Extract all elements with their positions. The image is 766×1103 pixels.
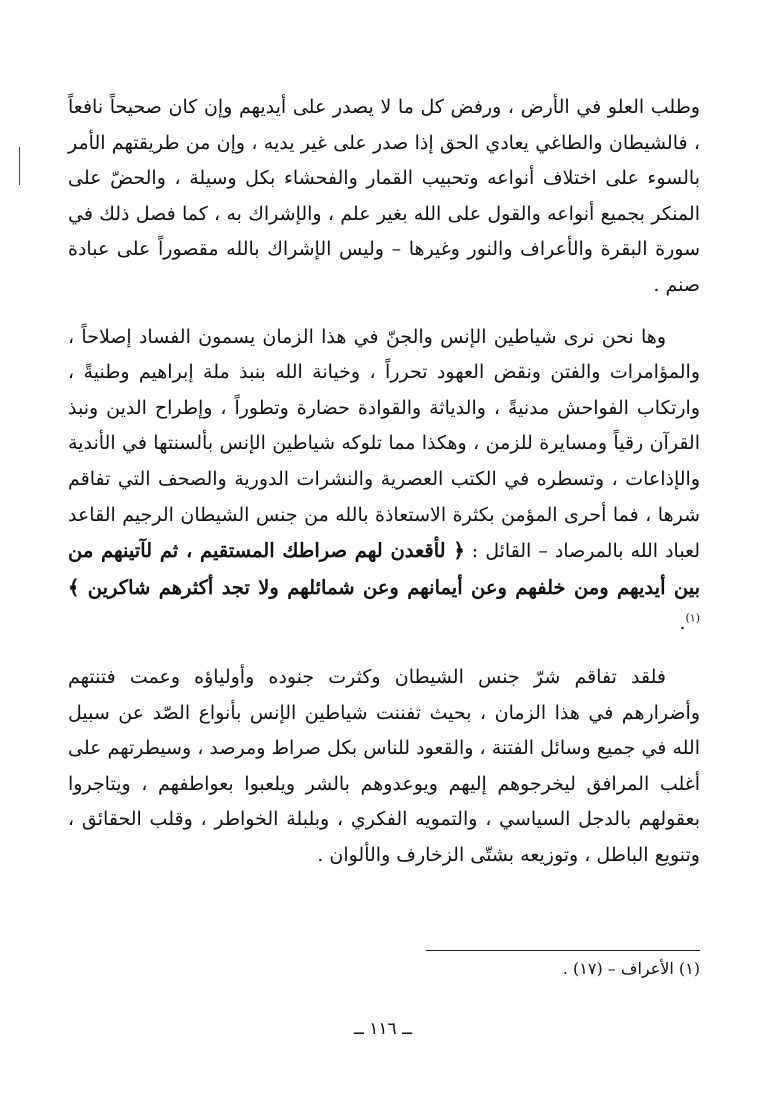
paragraph-1: وطلب العلو في الأرض ، ورفض كل ما لا يصدر على أيديهم وإن كان صحيحاً نافعاً ، فالشيطان والطاغي يعادي الحق إذا صدر على غير يديه ، وإن من طريقتهم الأمر بالسوء على اختلاف أنواعه وتحبيب القمار والفحشاء بكل وسيلة ، والحضّ على المنكر بجميع أنواعه والقول على الله بغير علم ، والإشراك به ، كما فصل ذلك في سورة البقرة والأعراف والنور وغيرها – وليس الإشراك بالله مقصوراً على عبادة صنم . [68,96,700,296]
paragraph-2 [68,320,700,642]
margin-mark [19,147,20,185]
paragraph-2-text: وها نحن نرى شياطين الإنس والجنّ في هذا الزمان يسمون الفساد إصلاحاً ، والمؤامرات والفتن ونقض العهود تحرراً ، وخيانة الله بنبذ ملة إبراهيم وطنيةً ، وارتكاب الفواحش مدنيةً ، والدياثة والقوادة حضارة وتطوراً ، وإطراح الدين ونبذ القرآن رقياً ومسايرة للزمن ، وهكذا مما تلوكه شياطين الإنس بألسنتها في الأندية والإذاعات ، وتسطره في الكتب العصرية والنشرات الدورية والصحف التي تفاقم شرها ، فما أحرى المؤمن بكثرة الاستعاذة بالله من جنس الشيطان الرجيم القاعد لعباد الله بالمرصاد – القائل : [68,325,701,563]
page-number: ــ ١١٦ ــ [353,1019,413,1039]
body-text [68,90,700,873]
footnote-divider [426,950,700,951]
verse-end-period: . [679,612,686,635]
quran-verse: ﴿ لأقعدن لهم صراطك المستقيم ، ثم لآتينهم من بين أيديهم ومن خلفهم وعن أيمانهم وعن شمائلهم ولا تجد أكثرهم شاكرين ﴾ [68,539,700,599]
footnote: (١) الأعراف – (١٧) . [562,959,700,978]
paragraph-3: فلقد تفاقم شرّ جنس الشيطان وكثرت جنوده وأولياؤه وعمت فتنتهم وأضرارهم في هذا الزمان ، بحيث تفننت شياطين الإنس بأنواع الصّد عن سبيل الله في جميع وسائل الفتنة ، والقعود للناس بكل صراط ومرصد ، وسيطرتهم على أغلب المرافق ليخرجوهم إليهم ويوعدوهم بالشر ويلعبوا بعواطفهم ، ويتاجروا بعقولهم بالدجل السياسي ، والتمويه الفكري ، وبلبلة الخواطر ، وقلب الحقائق ، وتنويع الباطل ، وتوزيعه بشتّى الزخارف والألوان . [68,665,700,866]
footnote-marker: (١) [685,611,700,625]
